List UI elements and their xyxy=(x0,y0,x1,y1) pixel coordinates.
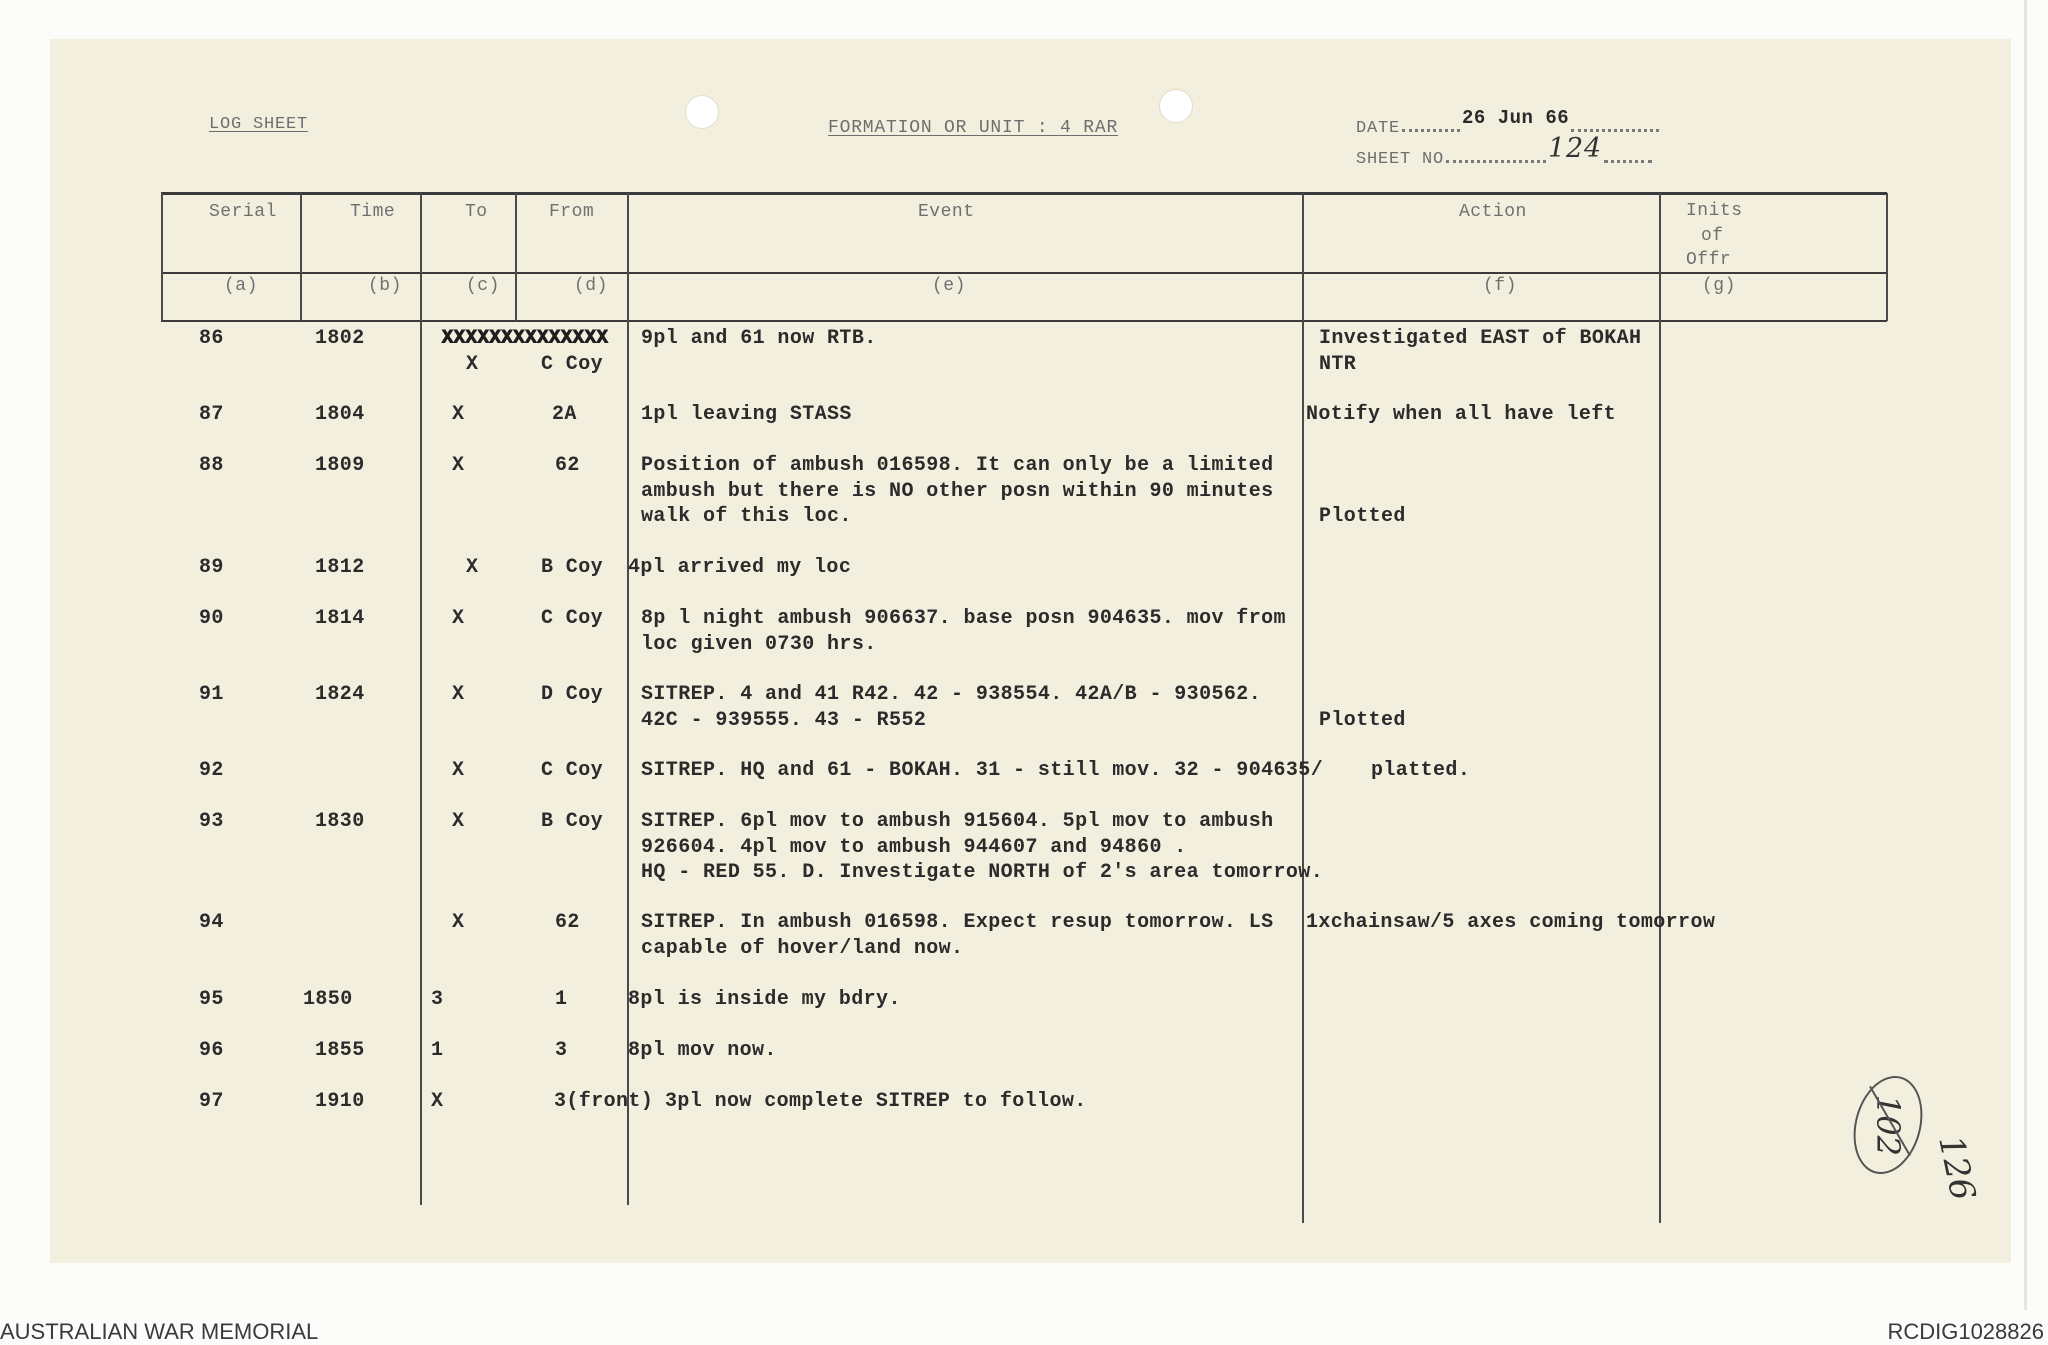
column-code-d: (d) xyxy=(574,276,608,296)
log-row xyxy=(0,326,2048,406)
serial-cell: 94 xyxy=(199,911,224,934)
sheet-no-leader xyxy=(1446,152,1546,163)
event-line: 42C - 939555. 43 - R552 xyxy=(641,708,927,732)
event-line: HQ - RED 55. D. Investigate NORTH of 2's area tomorrow. xyxy=(641,861,1324,884)
time-cell: 1814 xyxy=(315,607,365,630)
to-cell: X xyxy=(452,403,465,426)
time-cell: 1830 xyxy=(315,810,365,833)
time-cell: 1850 xyxy=(303,988,353,1011)
event-line: 926604. 4pl mov to ambush 944607 and 94860 . xyxy=(641,835,1187,859)
from-cell: 1 xyxy=(555,988,568,1011)
from-cell: 62 xyxy=(555,911,580,934)
to-cell: X xyxy=(431,1090,444,1113)
event-line: Position of ambush 016598. It can only be a limited xyxy=(641,454,1274,477)
serial-cell: 92 xyxy=(199,759,224,782)
event-line: 8pl is inside my bdry. xyxy=(628,988,901,1011)
from-cell: 3(front) xyxy=(554,1090,654,1113)
sheet-no-leader-trail xyxy=(1604,152,1652,163)
column-code-b: (b) xyxy=(368,276,402,296)
event-line: 9pl and 61 now RTB. xyxy=(641,327,877,350)
date-field xyxy=(1356,107,1661,140)
log-row xyxy=(0,910,2048,990)
serial-cell: 89 xyxy=(199,556,224,579)
column-header-from: From xyxy=(549,202,595,222)
serial-cell: 93 xyxy=(199,810,224,833)
archive-credit: AUSTRALIAN WAR MEMORIAL xyxy=(0,1319,319,1344)
date-value: 26 Jun 66 xyxy=(1462,107,1570,129)
to-cell: X xyxy=(452,810,465,833)
action-line: platted. xyxy=(1371,759,1471,782)
date-label: DATE xyxy=(1356,119,1401,138)
sheet-no-field xyxy=(1356,133,1654,171)
column-code-e: (e) xyxy=(932,276,966,296)
serial-cell: 95 xyxy=(199,988,224,1011)
date-leader-trail xyxy=(1571,121,1659,132)
event-line: 1pl leaving STASS xyxy=(641,403,852,426)
to-cell: X xyxy=(452,911,465,934)
column-header-inits-2: of xyxy=(1701,226,1724,246)
serial-cell: 90 xyxy=(199,607,224,630)
archive-id: RCDIG1028826 xyxy=(1887,1319,2044,1344)
column-header-event: Event xyxy=(918,202,975,222)
to-cell: X xyxy=(452,759,465,782)
event-line: ambush but there is NO other posn within 90 minutes xyxy=(641,479,1274,503)
column-header-serial: Serial xyxy=(209,202,277,222)
time-cell: 1809 xyxy=(315,454,365,477)
from-cell: 62 xyxy=(555,454,580,477)
column-header-time: Time xyxy=(350,202,396,222)
struck-to-from-entry: XXXXXXXXXXXXXX xyxy=(441,327,608,350)
table-right-rule xyxy=(1886,193,1888,321)
to-from-divider xyxy=(515,193,517,321)
column-header-to: To xyxy=(465,202,488,222)
serial-cell: 87 xyxy=(199,403,224,426)
time-cell: 1855 xyxy=(315,1039,365,1062)
table-left-rule xyxy=(161,193,163,321)
log-row xyxy=(0,606,2048,686)
event-line: SITREP. 4 and 41 R42. 42 - 938554. 42A/B - 930562. xyxy=(641,683,1262,706)
column-code-c: (c) xyxy=(466,276,500,296)
action-line: Investigated EAST of BOKAH xyxy=(1319,327,1642,350)
event-line: capable of hover/land now. xyxy=(641,936,964,960)
log-row xyxy=(0,809,2048,889)
from-cell: 3 xyxy=(555,1039,568,1062)
from-cell: C Coy xyxy=(541,607,604,630)
sheet-no-value: 124 xyxy=(1548,133,1602,164)
event-line: 4pl arrived my loc xyxy=(628,556,852,579)
event-line: 8p l night ambush 906637. base posn 904635. mov from xyxy=(641,607,1286,630)
time-cell: 1802 xyxy=(315,327,365,350)
handwritten-page-number: 126 xyxy=(1930,1132,1983,1204)
action-line: 1xchainsaw/5 axes coming tomorrow xyxy=(1306,911,1716,934)
to-cell: X xyxy=(466,352,479,376)
to-cell: 3 xyxy=(431,988,444,1011)
serial-cell: 91 xyxy=(199,683,224,706)
action-line: Plotted xyxy=(1319,708,1406,732)
punch-hole-right xyxy=(1159,89,1193,123)
column-header-action: Action xyxy=(1459,202,1527,222)
serial-cell: 96 xyxy=(199,1039,224,1062)
column-code-f: (f) xyxy=(1483,276,1517,296)
serial-cell: 88 xyxy=(199,454,224,477)
log-row xyxy=(0,453,2048,533)
sheet-no-label: SHEET NO xyxy=(1356,150,1445,169)
formation-label: FORMATION OR UNIT : 4 RAR xyxy=(828,118,1119,138)
time-cell: 1804 xyxy=(315,403,365,426)
event-line: 3pl now complete SITREP to follow. xyxy=(665,1090,1087,1113)
column-header-inits-3: Offr xyxy=(1686,250,1732,270)
to-cell: X xyxy=(452,607,465,630)
event-line: SITREP. HQ and 61 - BOKAH. 31 - still mov. 32 - 904635/ xyxy=(641,759,1324,782)
circled-folio-text: 102 xyxy=(1868,1094,1907,1156)
to-cell: 1 xyxy=(431,1039,444,1062)
to-cell: X xyxy=(466,556,479,579)
from-cell: C Coy xyxy=(541,759,604,782)
punch-hole-left xyxy=(685,95,719,129)
column-code-g: (g) xyxy=(1702,276,1736,296)
log-sheet-title: LOG SHEET xyxy=(209,115,309,134)
event-line: walk of this loc. xyxy=(641,505,852,528)
from-cell: B Coy xyxy=(541,556,604,579)
from-cell: B Coy xyxy=(541,810,604,833)
to-cell: X xyxy=(452,454,465,477)
serial-cell: 86 xyxy=(199,327,224,350)
log-row xyxy=(0,1089,2048,1169)
from-cell: 2A xyxy=(552,403,577,426)
action-line: Plotted xyxy=(1319,505,1406,528)
event-line: SITREP. In ambush 016598. Expect resup tomorrow. LS xyxy=(641,911,1274,934)
date-leader xyxy=(1402,121,1460,132)
action-line: Notify when all have left xyxy=(1306,403,1617,426)
event-line: SITREP. 6pl mov to ambush 915604. 5pl mov to ambush xyxy=(641,810,1274,833)
event-line: 8pl mov now. xyxy=(628,1039,777,1062)
time-cell: 1812 xyxy=(315,556,365,579)
from-cell: C Coy xyxy=(541,352,604,376)
event-line: loc given 0730 hrs. xyxy=(641,632,877,656)
log-row xyxy=(0,682,2048,762)
to-cell: X xyxy=(452,683,465,706)
column-code-a: (a) xyxy=(224,276,258,296)
serial-cell: 97 xyxy=(199,1090,224,1113)
action-line: NTR xyxy=(1319,352,1357,376)
column-header-inits-1: Inits xyxy=(1686,201,1743,221)
time-cell: 1824 xyxy=(315,683,365,706)
time-cell: 1910 xyxy=(315,1090,365,1113)
from-cell: D Coy xyxy=(541,683,604,706)
serial-time-divider xyxy=(300,193,302,321)
